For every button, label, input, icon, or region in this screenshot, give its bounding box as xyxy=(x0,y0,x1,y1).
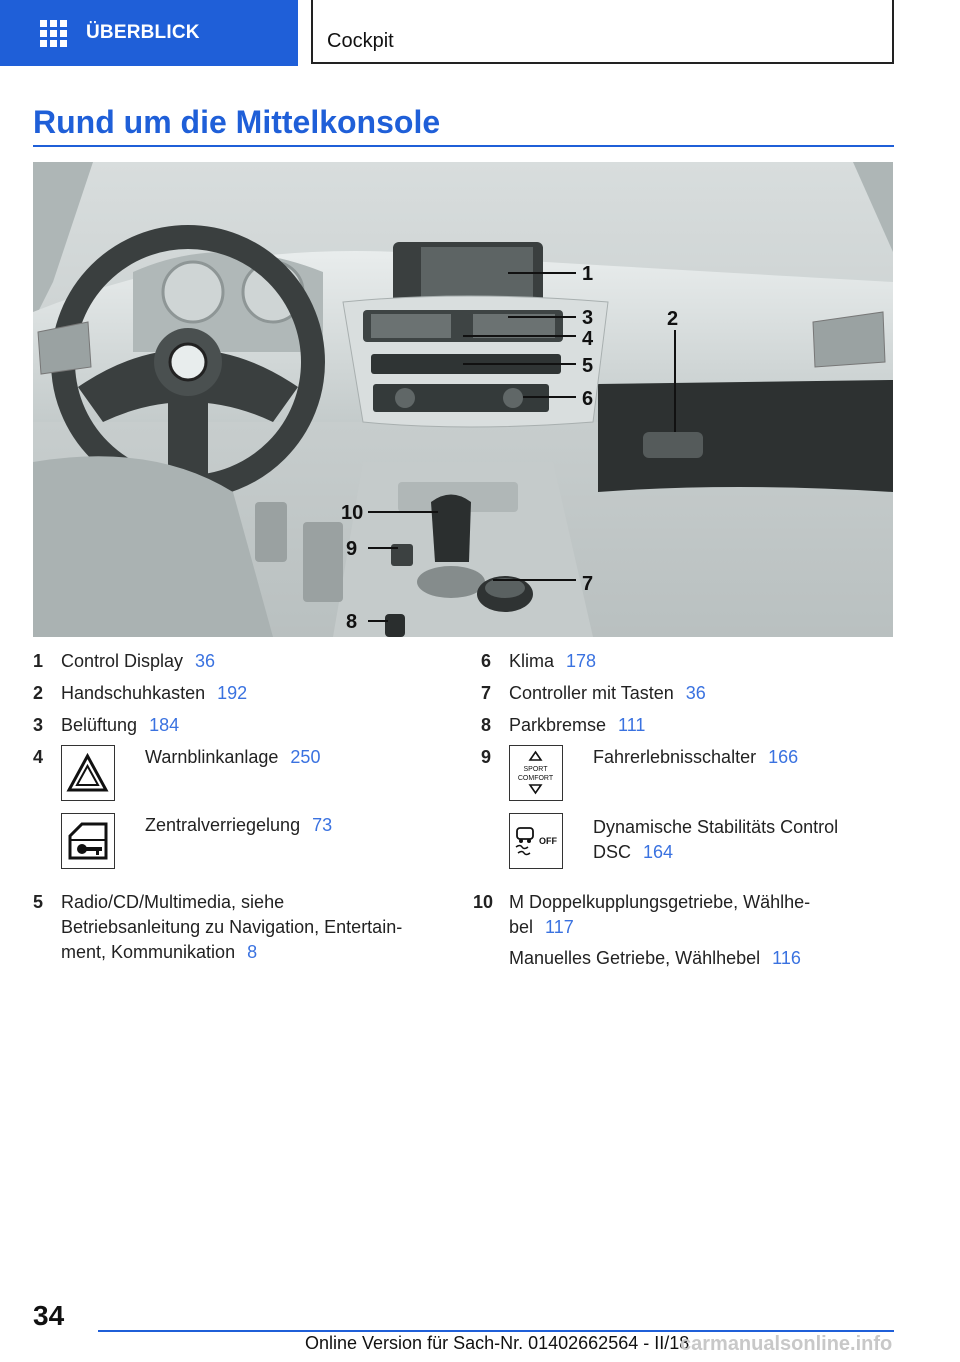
callout-7: 7 xyxy=(582,573,594,595)
page-ref-link[interactable]: 178 xyxy=(566,651,597,671)
callout-2: 2 xyxy=(667,308,679,330)
dsc-off-icon xyxy=(509,813,563,869)
callout-1: 1 xyxy=(582,263,594,285)
page-ref-link[interactable]: 111 xyxy=(618,715,646,735)
page-ref-link[interactable]: 36 xyxy=(195,651,216,671)
callout-9: 9 xyxy=(346,538,358,560)
grid-menu-icon xyxy=(40,20,67,47)
list-item: Manuelles Getriebe, Wählhebel 116 xyxy=(509,948,801,968)
svg-text:OFF: OFF xyxy=(539,836,557,846)
sport-comfort-switch-icon xyxy=(509,745,563,801)
section-label: ÜBERBLICK xyxy=(86,22,200,43)
page-ref-link[interactable]: 116 xyxy=(772,948,801,968)
page-ref-link[interactable]: 184 xyxy=(149,715,180,735)
page-ref-link[interactable]: 36 xyxy=(685,683,706,703)
cockpit-illustration xyxy=(33,162,893,637)
chapter-tab[interactable] xyxy=(311,0,894,64)
page-ref-link[interactable]: 164 xyxy=(643,842,674,862)
list-item: Dynamische Stabilitäts Control DSC 164 xyxy=(593,817,839,862)
svg-text:SPORT: SPORT xyxy=(523,766,548,773)
list-item: Warnblinkanlage 250 xyxy=(145,747,321,767)
page-ref-link[interactable]: 166 xyxy=(768,747,799,767)
footer-text: Online Version für Sach-Nr. 01402662564 - II/18 xyxy=(305,1333,690,1353)
title-divider xyxy=(33,145,894,147)
chapter-label: Cockpit xyxy=(327,30,394,52)
watermark: carmanualsonline.info xyxy=(680,1333,893,1355)
page-number: 34 xyxy=(33,1300,65,1331)
svg-text:COMFORT: COMFORT xyxy=(517,775,554,782)
callout-8: 8 xyxy=(346,611,358,633)
callout-6: 6 xyxy=(582,388,594,410)
list-item: Zentralverriegelung 73 xyxy=(145,815,333,835)
callout-4: 4 xyxy=(582,328,594,350)
page-ref-link[interactable]: 250 xyxy=(290,747,321,767)
page-header xyxy=(0,0,960,66)
list-item: Fahrerlebnisschalter 166 xyxy=(593,747,799,767)
callout-10: 10 xyxy=(341,502,364,524)
hazard-warning-icon xyxy=(61,745,115,801)
section-tab[interactable] xyxy=(0,0,298,66)
page-ref-link[interactable]: 192 xyxy=(217,683,248,703)
page-ref-link[interactable]: 8 xyxy=(247,942,258,962)
footer-divider xyxy=(98,1330,894,1332)
page-title: Rund um die Mittelkonsole xyxy=(33,104,441,140)
central-locking-icon xyxy=(61,813,115,869)
page-ref-link[interactable]: 117 xyxy=(545,917,574,937)
page-ref-link[interactable]: 73 xyxy=(312,815,333,835)
callout-3: 3 xyxy=(582,307,594,329)
callout-5: 5 xyxy=(582,355,594,377)
